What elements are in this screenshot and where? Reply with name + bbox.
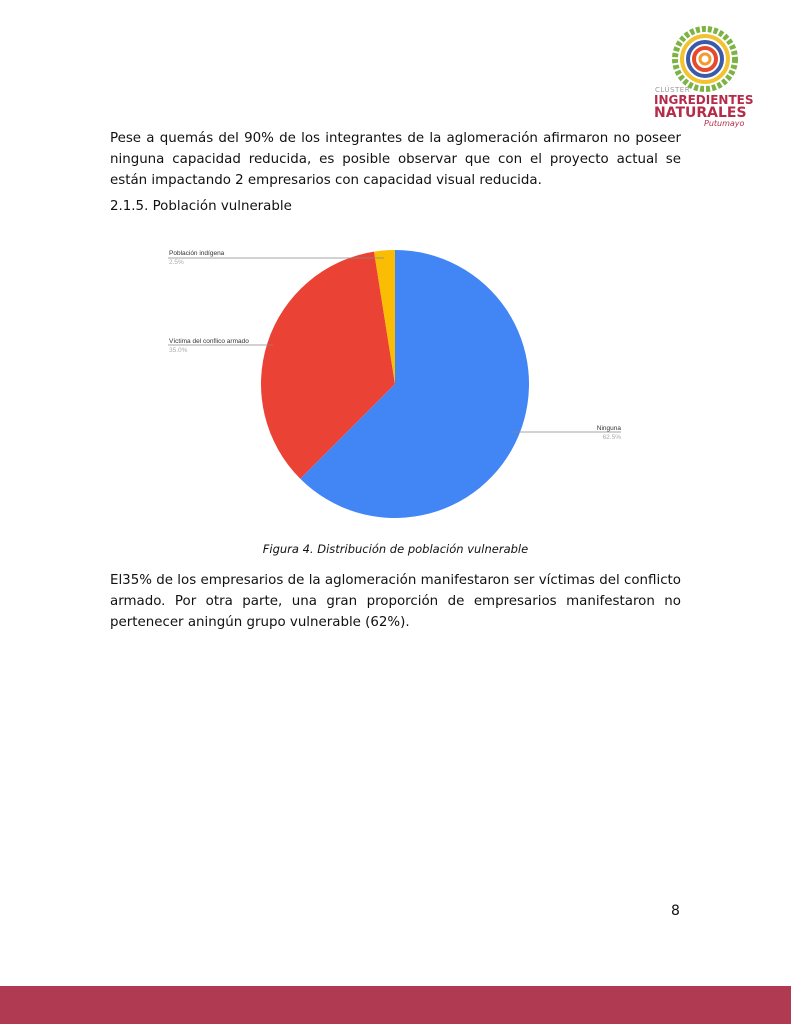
logo-text-ingredientes: INGREDIENTES <box>654 93 754 107</box>
label-indigena: Población indígena <box>169 250 225 257</box>
logo-text-cluster: CLÚSTER <box>655 86 691 94</box>
paragraph-vulnerable: El35% de los empresarios de la aglomeración manifestaron ser víctimas del conflicto armado. Por otra parte, una gran proporción de empresarios manifestaron no pertenecer aningún grupo vulnerable (62%). <box>110 573 681 630</box>
logo-text-naturales: NATURALES <box>654 105 747 121</box>
paragraph-capacity: Pese a quemás del 90% de los integrantes de la aglomeración afirmaron no poseer ninguna capacidad reducida, es posible observar que con el proyecto actual se están impactando 2 empresarios con capacidad visual reducida. <box>110 131 681 188</box>
logo-text-putumayo: Putumayo <box>704 119 745 128</box>
label-ninguna: Ninguna <box>596 425 621 432</box>
label-victima: Víctima del conflico armado <box>169 338 249 345</box>
pct-ninguna: 62.5% <box>602 434 621 441</box>
footer-bar <box>0 986 791 1024</box>
section-heading: 2.1.5. Población vulnerable <box>110 199 292 214</box>
figure-caption: Figura 4. Distribución de población vulnerable <box>262 542 529 556</box>
pct-victima: 35.0% <box>169 347 188 354</box>
page-number: 8 <box>671 903 680 919</box>
pct-indigena: 2.5% <box>169 259 184 266</box>
